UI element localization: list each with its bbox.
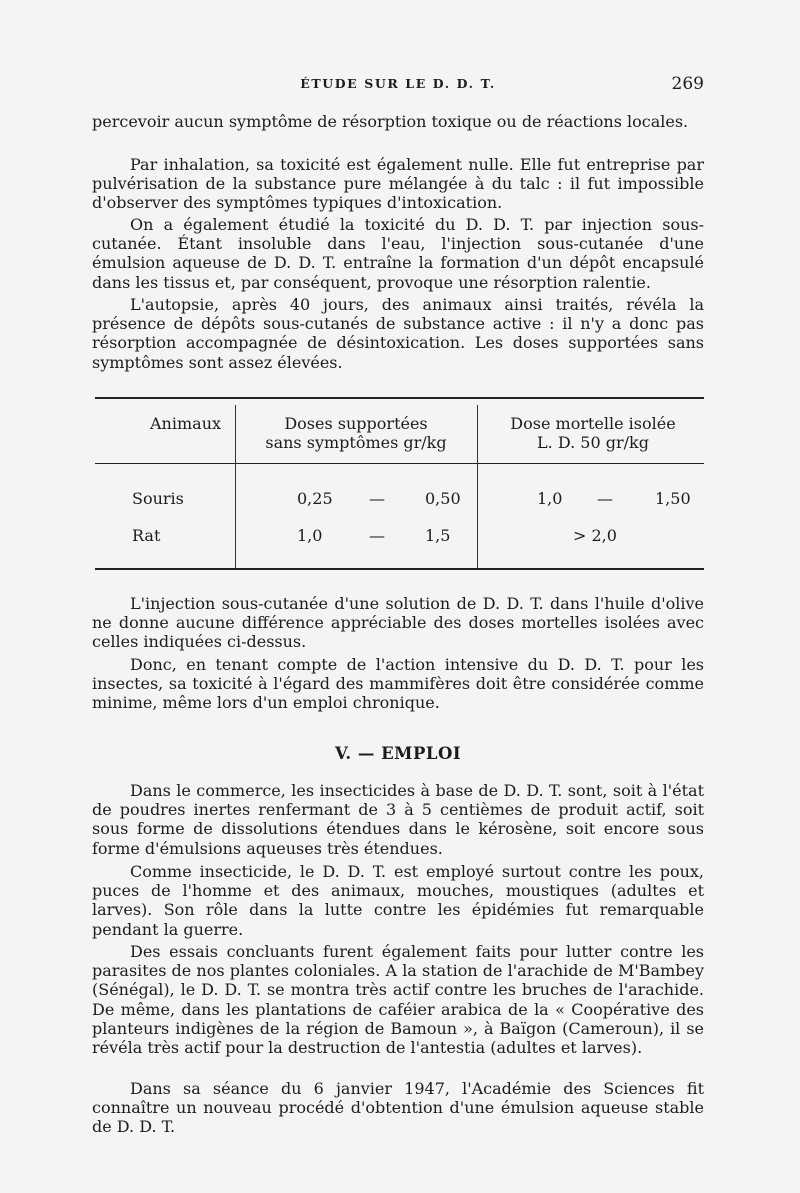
header-animals: Animaux [150, 414, 222, 433]
paragraph: L'autopsie, après 40 jours, des animaux ainsi traités, révéla la présence de dépôts sous-cutanés de substance active : il n'y a donc pas résorption accompagnée de désintoxication. Les doses supportées sans symptômes sont assez élevées. [92, 295, 704, 372]
running-title: ÉTUDE SUR LE D. D. T. [300, 76, 496, 91]
header-lethal-dose-unit: L. D. 50 gr/kg [537, 433, 649, 452]
cell-dash: — [369, 489, 385, 508]
table-header-rule [95, 463, 704, 464]
column-divider [235, 405, 236, 568]
cell-ld-value: > 2,0 [573, 526, 617, 545]
cell-dash: — [597, 489, 613, 508]
cell-dose-max: 1,5 [425, 526, 451, 545]
paragraph: L'injection sous-cutanée d'une solution de D. D. T. dans l'huile d'olive ne donne aucune différence appréciable des doses mortelles isolées avec celles indiquées ci-dessus. [92, 594, 704, 652]
paragraph: Dans le commerce, les insecticides à base de D. D. T. sont, soit à l'état de poudres inertes renfermant de 3 à 5 centièmes de produit actif, soit sous forme de dissolutions étendues dans le kérosène, soit encore sous forme d'émulsions aqueuses très étendues. [92, 781, 704, 858]
cell-dose-max: 0,50 [425, 489, 461, 508]
table-top-rule [95, 397, 704, 399]
column-divider [477, 405, 478, 568]
cell-ld-min: 1,0 [537, 489, 563, 508]
header-doses: Doses supportées [284, 414, 428, 433]
header-doses-unit: sans symptômes gr/kg [265, 433, 447, 452]
paragraph: On a également étudié la toxicité du D. D. T. par injection sous-cutanée. Étant insoluble dans l'eau, l'injection sous-cutanée d'une émulsion aqueuse de D. D. T. entraîne la formation d'un dépôt encapsulé dans les tissus et, par conséquent, provoque une résorption ralentie. [92, 215, 704, 292]
cell-animal: Rat [132, 526, 161, 545]
paragraph: Donc, en tenant compte de l'action intensive du D. D. T. pour les insectes, sa toxicité à l'égard des mammifères doit être considérée comme minime, même lors d'un emploi chronique. [92, 655, 704, 713]
table-bottom-rule [95, 568, 704, 570]
paragraph: Dans sa séance du 6 janvier 1947, l'Académie des Sciences fit connaître un nouveau procédé d'obtention d'une émulsion aqueuse stable de D. D. T. [92, 1079, 704, 1137]
cell-ld-max: 1,50 [655, 489, 691, 508]
paragraph: percevoir aucun symptôme de résorption toxique ou de réactions locales. [92, 112, 689, 131]
paragraph: Des essais concluants furent également faits pour lutter contre les parasites de nos plantes coloniales. A la station de l'arachide de M'Bambey (Sénégal), le D. D. T. se montra très actif contre les bruches de l'arachide. De même, dans les plantations de caféier arabica de la « Coopérative des planteurs indigènes de la région de Bamoun », à Baïgon (Cameroun), il se révéla très actif pour la destruction de l'antestia (adultes et larves). [92, 942, 704, 1058]
section-heading: V. — EMPLOI [334, 744, 462, 763]
page-header [92, 76, 704, 98]
cell-dose-min: 0,25 [297, 489, 333, 508]
page-number: 269 [671, 74, 704, 94]
cell-dash: — [369, 526, 385, 545]
header-lethal-dose: Dose mortelle isolée [510, 414, 676, 433]
cell-animal: Souris [132, 489, 184, 508]
paragraph: Par inhalation, sa toxicité est également nulle. Elle fut entreprise par pulvérisation de la substance pure mélangée à du talc : il fut impossible d'observer des symptômes typiques d'intoxication. [92, 155, 704, 213]
paragraph: Comme insecticide, le D. D. T. est employé surtout contre les poux, puces de l'homme et des animaux, mouches, moustiques (adultes et larves). Son rôle dans la lutte contre les épidémies fut remarquable pendant la guerre. [92, 862, 704, 939]
cell-dose-min: 1,0 [297, 526, 323, 545]
